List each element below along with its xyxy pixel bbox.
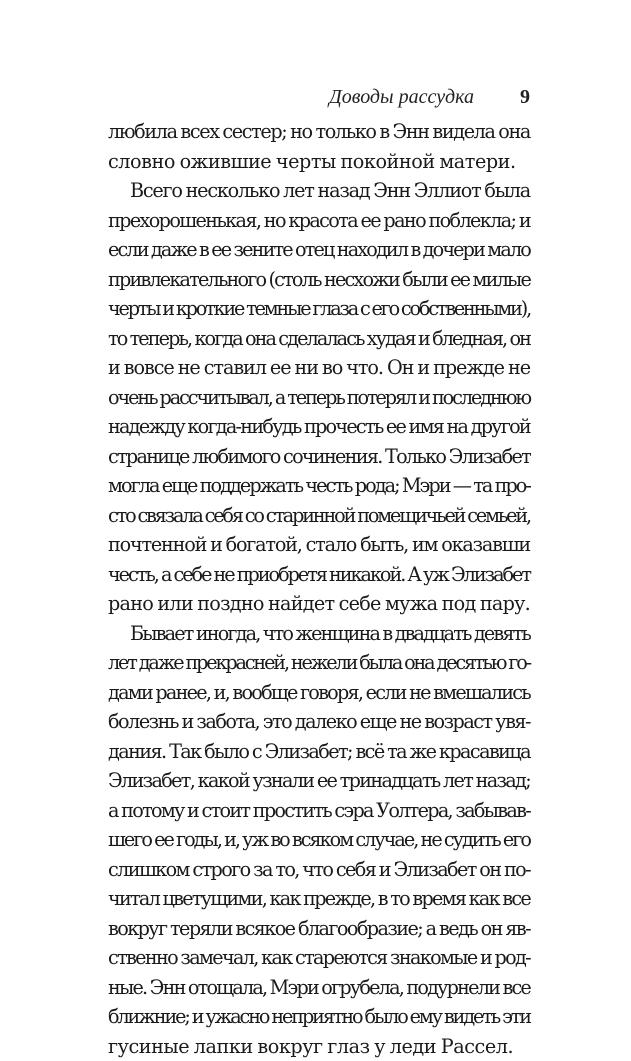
text-line: любила всех сестер; но только в Энн видела она [108,117,530,147]
text-line: ственно замечал, как стареются знакомые и род- [108,943,530,973]
text-line: гусиные лапки вокруг глаз у леди Рассел. [108,1032,530,1061]
paragraph [108,117,530,176]
paragraph [108,619,530,1061]
text-line: сто связала себя со старинной помещичьей семьей, [108,501,530,531]
text-line: если даже в ее зените отец находил в дочери мало [108,235,530,265]
body-text [108,117,530,1061]
text-line: Элизабет, какой узнали ее тринадцать лет назад; [108,766,530,796]
paragraph [108,176,530,619]
text-line: очень рассчитывал, а теперь потерял и последнюю [108,383,530,413]
text-line: привлекательного (столь несхожи были ее милые [108,265,530,295]
text-line: вокруг теряли всякое благообразие; а ведь он яв- [108,914,530,944]
text-line: черты и кроткие темные глаза с его собственными), [108,294,530,324]
text-line: а потому и стоит простить сэра Уолтера, забывав- [108,796,530,826]
running-head [108,82,530,112]
text-line: почтенной и богатой, стало быть, им оказавши [108,530,530,560]
running-title: Доводы рассудка [329,82,474,112]
text-line: лет даже прекрасней, нежели была она десятью го- [108,648,530,678]
text-line: словно ожившие черты покойной матери. [108,147,530,177]
text-line: дания. Так было с Элизабет; всё та же красавица [108,737,530,767]
text-line: читал цветущими, как прежде, в то время как все [108,884,530,914]
text-line: честь, а себе не приобретя никакой. А уж Элизабет [108,560,530,590]
text-line: слишком строго за то, что себя и Элизабет он по- [108,855,530,885]
text-line: и вовсе не ставил ее ни во что. Он и прежде не [108,353,530,383]
text-line: шего ее годы, и, уж во всяком случае, не судить его [108,825,530,855]
text-line: ные. Энн отощала, Мэри огрубела, подурнели все [108,973,530,1003]
text-line: странице любимого сочинения. Только Элизабет [108,442,530,472]
text-line: прехорошенькая, но красота ее рано поблекла; и [108,206,530,236]
text-line: надежду когда-нибудь прочесть ее имя на другой [108,412,530,442]
text-line: то теперь, когда она сделалась худая и бледная, он [108,324,530,354]
text-line: ближние; и ужасно неприятно было ему видеть эти [108,1002,530,1032]
text-line: дами ранее, и, вообще говоря, если не вмешались [108,678,530,708]
page-number: 9 [520,82,530,112]
text-line: Всего несколько лет назад Энн Эллиот была [108,176,530,206]
text-line: могла еще поддержать честь рода; Мэри — та про- [108,471,530,501]
text-line: болезнь и забота, это далеко еще не возраст увя- [108,707,530,737]
text-line: Бывает иногда, что женщина в двадцать девять [108,619,530,649]
text-line: рано или поздно найдет себе мужа под пару. [108,589,530,619]
